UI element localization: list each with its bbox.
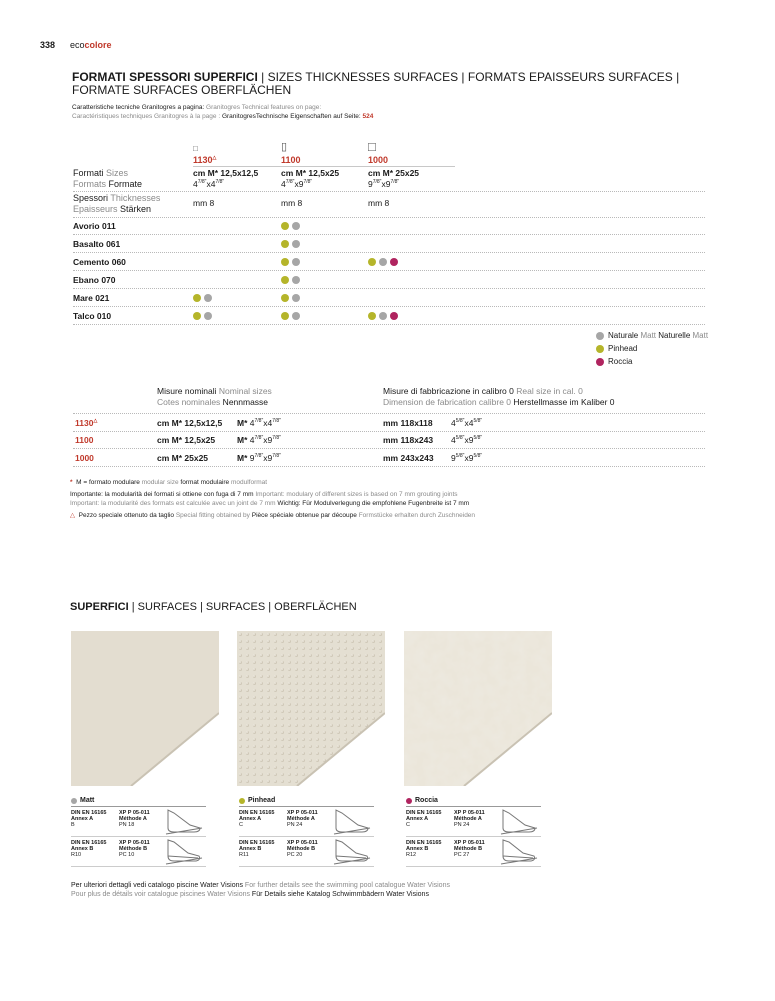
legend-pinhead: Pinhead — [596, 344, 637, 353]
shoe-slip-icon — [164, 838, 204, 865]
divider — [73, 217, 705, 218]
barefoot-slip-icon — [164, 808, 204, 835]
nominal-cm-1000: cm M* 25x25 — [157, 453, 209, 463]
color-row-label: Mare 021 — [73, 293, 110, 303]
pinhead-dot — [193, 294, 201, 302]
surface-dots — [281, 276, 300, 284]
nominal-inch-1100: M* $4^{7/8"}x9^{7/8"}$ — [237, 435, 281, 445]
pinhead-dot — [368, 312, 376, 320]
color-row-label: Ebano 070 — [73, 275, 116, 285]
surface-label-roccia: Roccia — [406, 797, 438, 804]
section-title: FORMATI SPESSORI SUPERFICI | SIZES THICKNESSES SURFACES | FORMATS EPAISSEURS SURFACES | FORMATE SURFACES OBERFLÄCHEN — [72, 70, 680, 97]
pinhead-dot — [281, 312, 289, 320]
divider — [71, 866, 206, 867]
surface-dots — [281, 312, 300, 320]
real-mm-1130: mm 118x118 — [383, 418, 433, 428]
square-small-icon: □ — [193, 144, 198, 153]
divider — [239, 806, 374, 807]
real-mm-1000: mm 243x243 — [383, 453, 434, 463]
pinhead-dot — [281, 276, 289, 284]
tech-reference: Caratteristiche tecniche Granitogres a pagina: Granitogres Technical features on page: Caractéristiques techniques Granitogres à la page : GranitogresTechnische Eigenschaften auf Seite: 524 — [72, 104, 374, 120]
roccia-dot — [406, 798, 412, 804]
natural-dot — [71, 798, 77, 804]
spec-xp-method-b: XP P 05-011 Méthode B PC 20 — [287, 840, 318, 858]
natural-dot — [379, 258, 387, 266]
real-sizes-heading: Misure di fabbricazione in calibro 0 Real size in cal. 0 Dimension de fabrication calibre 0 Herstellmasse im Kaliber 0 — [383, 386, 615, 407]
roccia-dot — [390, 258, 398, 266]
note-special-piece: △ Pezzo speciale ottenuto da taglio Special fitting obtained by Pièce spéciale obtenue par découpe Formstücke erhalten durch Zuschneiden — [70, 512, 476, 519]
divider — [406, 866, 541, 867]
thickness-1100: mm 8 — [281, 198, 303, 208]
surface-dots — [281, 294, 300, 302]
format-size-1100: cm M* 12,5x25 $4^{7/8"}x9^{7/8"}$ — [281, 168, 340, 189]
divider — [73, 413, 705, 414]
spec-din-annex-b: DIN EN 16165 Annex B R12 — [406, 840, 442, 858]
spec-xp-method-a: XP P 05-011 Méthode A PN 18 — [119, 810, 150, 828]
divider — [73, 270, 705, 271]
divider — [71, 806, 206, 807]
real-inch-1100: $4^{5/8"}x9^{5/8"}$ — [451, 435, 483, 445]
footer-note: Per ulteriori dettagli vedi catalogo piscine Water Visions For further details see the swimming pool catalogue Water Visions Pour plus de détails voir catalogue piscines Water Visions Für Details siehe Katalog Schwimmbädern Water Visions — [71, 882, 450, 898]
divider — [193, 166, 455, 167]
barefoot-slip-icon — [499, 808, 539, 835]
square-large-icon: □ — [368, 139, 376, 154]
pinhead-dot — [239, 798, 245, 804]
divider — [73, 252, 705, 253]
shoe-slip-icon — [332, 838, 372, 865]
pinhead-dot — [281, 240, 289, 248]
format-size-1130: cm M* 12,5x12,5 $4^{7/8"}x4^{7/8"}$ — [193, 168, 259, 189]
nominal-cm-1130: cm M* 12,5x12,5 — [157, 418, 223, 428]
roccia-tile-image — [404, 631, 552, 786]
divider — [71, 836, 206, 837]
real-mm-1100: mm 118x243 — [383, 435, 434, 445]
real-inch-1130: $4^{5/8"}x4^{5/8"}$ — [451, 418, 483, 428]
surface-dots — [368, 258, 398, 266]
divider — [73, 191, 705, 192]
pinhead-dot — [368, 258, 376, 266]
color-row-label: Avorio 011 — [73, 221, 116, 231]
natural-dot — [204, 294, 212, 302]
spec-din-annex-a: DIN EN 16165 Annex A C — [239, 810, 275, 828]
real-inch-1000: $9^{5/8"}x9^{5/8"}$ — [451, 453, 483, 463]
divider — [73, 431, 705, 432]
divider — [406, 836, 541, 837]
roccia-dot — [390, 312, 398, 320]
surface-dots — [368, 312, 398, 320]
shoe-slip-icon — [499, 838, 539, 865]
divider — [73, 324, 705, 325]
page-number: 338 — [40, 40, 56, 50]
natural-dot — [292, 312, 300, 320]
size-code-1100: 1100 — [75, 435, 94, 445]
surface-dots — [281, 240, 300, 248]
note-important-it: Importante: la modularità dei formati si ottiene con fuga di 7 mm Important: modulary of different sizes is based on 7 mm grouting joints — [70, 491, 458, 498]
nominal-inch-1000: M* $9^{7/8"}x9^{7/8"}$ — [237, 453, 281, 463]
roccia-dot — [596, 358, 604, 366]
surface-dots — [281, 222, 300, 230]
thickness-1130: mm 8 — [193, 198, 215, 208]
matt-tile-image — [71, 631, 219, 786]
natural-dot — [292, 258, 300, 266]
divider — [73, 288, 705, 289]
spec-din-annex-a: DIN EN 16165 Annex A B — [71, 810, 107, 828]
pinhead-dot — [281, 222, 289, 230]
divider — [239, 836, 374, 837]
format-code-1130: 1130△ — [193, 155, 217, 165]
natural-dot — [379, 312, 387, 320]
legend-natural: Naturale Matt Naturelle Matt — [596, 331, 708, 340]
note-modular: * M = formato modulare modular size format modulaire modulformat — [70, 479, 268, 486]
thickness-label: Spessori Thicknesses Epaisseurs Stärken — [73, 193, 161, 214]
divider — [406, 806, 541, 807]
spec-xp-method-b: XP P 05-011 Méthode B PC 10 — [119, 840, 150, 858]
divider — [239, 866, 374, 867]
surface-dots — [281, 258, 300, 266]
divider — [73, 466, 705, 467]
thickness-1000: mm 8 — [368, 198, 390, 208]
surface-label-pinhead: Pinhead — [239, 797, 275, 804]
rectangle-icon: ▯ — [281, 141, 288, 153]
format-code-1100: 1100 — [281, 155, 301, 165]
pinhead-dot — [596, 345, 604, 353]
color-row-label: Cemento 060 — [73, 257, 126, 267]
natural-dot — [292, 222, 300, 230]
spec-din-annex-a: DIN EN 16165 Annex A C — [406, 810, 442, 828]
format-code-1000: 1000 — [368, 155, 389, 165]
barefoot-slip-icon — [332, 808, 372, 835]
divider — [73, 448, 705, 449]
divider — [73, 306, 705, 307]
spec-din-annex-b: DIN EN 16165 Annex B R11 — [239, 840, 275, 858]
spec-xp-method-a: XP P 05-011 Méthode A PN 24 — [287, 810, 318, 828]
surfaces-title: SUPERFICI | SURFACES | SURFACES | OBERFLÄCHEN — [70, 601, 357, 613]
color-row-label: Talco 010 — [73, 311, 112, 321]
size-code-1000: 1000 — [75, 453, 94, 463]
pinhead-dot — [281, 258, 289, 266]
legend-roccia: Roccia — [596, 357, 632, 366]
nominal-inch-1130: M* $4^{7/8"}x4^{7/8"}$ — [237, 418, 281, 428]
natural-dot — [292, 294, 300, 302]
pinhead-dot — [281, 294, 289, 302]
pinhead-tile-image — [237, 631, 385, 786]
natural-dot — [292, 276, 300, 284]
brand-name: ecocolore — [70, 40, 112, 50]
nominal-cm-1100: cm M* 12,5x25 — [157, 435, 216, 445]
size-code-1130: 1130△ — [75, 418, 98, 428]
sizes-label: Formati Sizes Formats Formate — [73, 168, 143, 189]
note-important-fr: Important: la modularité des formats est calculée avec un joint de 7 mm Wichtig: Für Modulverlegung die empfohlene Fugenbreite ist 7 mm — [70, 500, 470, 507]
pinhead-dot — [193, 312, 201, 320]
nominal-sizes-heading: Misure nominali Nominal sizes Cotes nominales Nennmasse — [157, 386, 272, 407]
surface-dots — [193, 294, 212, 302]
surface-label-matt: Matt — [71, 797, 94, 804]
natural-dot — [596, 332, 604, 340]
natural-dot — [292, 240, 300, 248]
spec-xp-method-b: XP P 05-011 Méthode B PC 27 — [454, 840, 485, 858]
divider — [73, 234, 705, 235]
format-size-1000: cm M* 25x25 $9^{7/8"}x9^{7/8"}$ — [368, 168, 420, 189]
natural-dot — [204, 312, 212, 320]
spec-xp-method-a: XP P 05-011 Méthode A PN 24 — [454, 810, 485, 828]
surface-dots — [193, 312, 212, 320]
color-row-label: Basalto 061 — [73, 239, 121, 249]
spec-din-annex-b: DIN EN 16165 Annex B R10 — [71, 840, 107, 858]
